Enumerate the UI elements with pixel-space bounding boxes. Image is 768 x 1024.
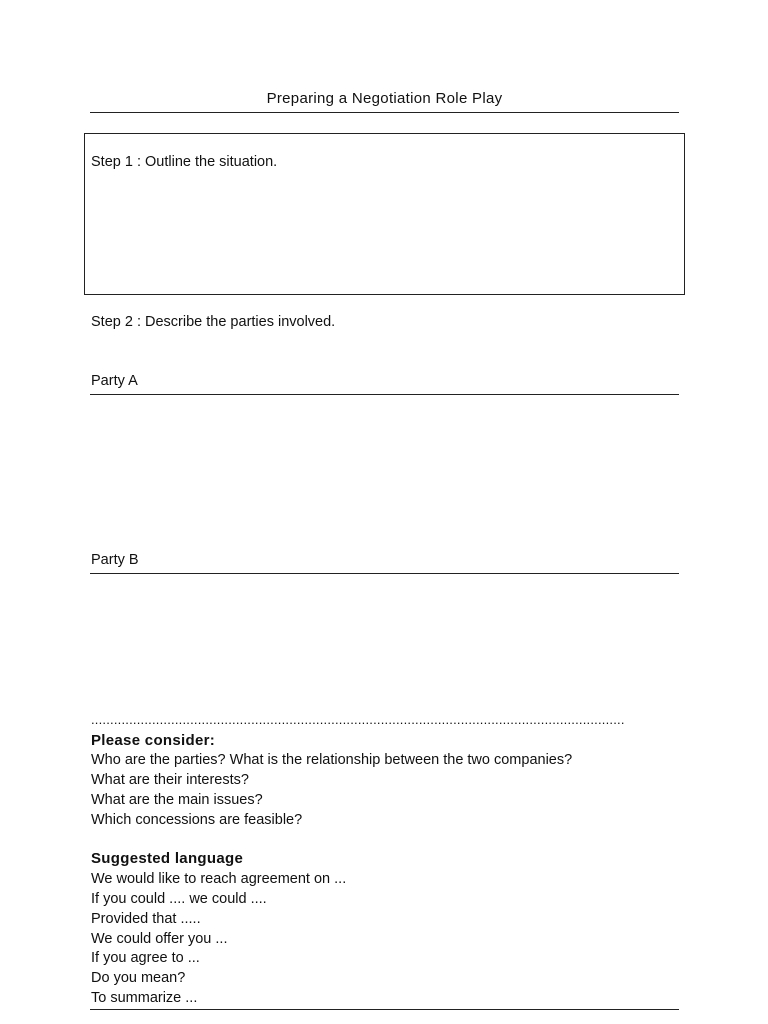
page-title: Preparing a Negotiation Role Play — [266, 90, 503, 107]
consider-line: Which concessions are feasible? — [91, 812, 303, 828]
consider-line: What are their interests? — [91, 772, 249, 788]
language-line: Do you mean? — [91, 970, 186, 986]
party-b-label: Party B — [91, 552, 139, 568]
consider-line: What are the main issues? — [91, 792, 263, 808]
consider-line: Who are the parties? What is the relationship between the two companies? — [91, 752, 573, 768]
consider-heading: Please consider: — [91, 732, 216, 749]
language-line: If you agree to ... — [91, 950, 200, 966]
step1-label: Step 1 : Outline the situation. — [91, 154, 278, 170]
party-a-line — [90, 394, 679, 395]
language-line: We could offer you ... — [91, 931, 228, 947]
party-a-label: Party A — [91, 373, 138, 389]
language-line: If you could .... we could .... — [91, 891, 267, 907]
party-b-line — [90, 573, 679, 574]
language-line: We would like to reach agreement on ... — [91, 871, 347, 887]
dotted-separator: ............................................................................................................................................ — [91, 712, 625, 727]
language-line: To summarize ... — [91, 990, 198, 1006]
language-line: Provided that ..... — [91, 911, 201, 927]
language-heading: Suggested language — [91, 850, 244, 867]
bottom-rule — [90, 1009, 679, 1010]
step2-label: Step 2 : Describe the parties involved. — [91, 314, 336, 330]
title-underline — [90, 112, 679, 113]
